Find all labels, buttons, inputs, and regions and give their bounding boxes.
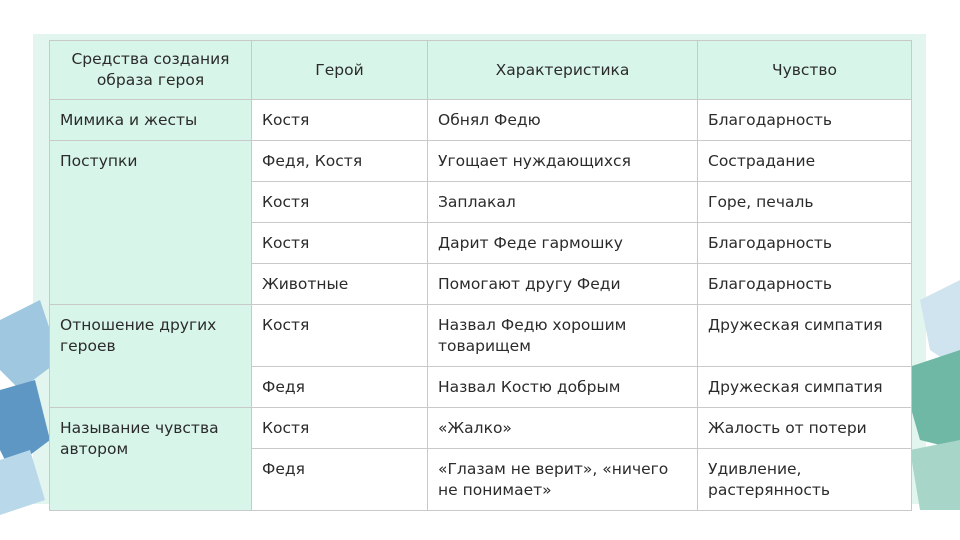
characteristic-cell: «Глазам не верит», «ничего не понимает» <box>428 449 698 511</box>
characteristic-cell: Дарит Феде гармошку <box>428 223 698 264</box>
characteristic-cell: Угощает нуждающихся <box>428 141 698 182</box>
hero-image-table <box>49 40 912 511</box>
hero-cell: Костя <box>252 182 428 223</box>
characteristic-cell: Заплакал <box>428 182 698 223</box>
feeling-cell: Благодарность <box>698 223 912 264</box>
group-label-author-naming: Называние чувства автором <box>50 408 252 511</box>
feeling-cell: Горе, печаль <box>698 182 912 223</box>
group-label-actions: Поступки <box>50 141 252 305</box>
characteristic-cell: Обнял Федю <box>428 100 698 141</box>
table-row <box>50 305 912 367</box>
hero-cell: Федя <box>252 367 428 408</box>
characteristic-cell: Помогают другу Феди <box>428 264 698 305</box>
group-label-mimicry: Мимика и жесты <box>50 100 252 141</box>
table-row <box>50 100 912 141</box>
hero-cell: Костя <box>252 305 428 367</box>
table-row <box>50 408 912 449</box>
feeling-cell: Удивление, растерянность <box>698 449 912 511</box>
group-label-attitude: Отношение других героев <box>50 305 252 408</box>
hero-cell: Федя <box>252 449 428 511</box>
feeling-cell: Сострадание <box>698 141 912 182</box>
table-row <box>50 141 912 182</box>
column-header-feeling: Чувство <box>698 41 912 100</box>
characteristic-cell: «Жалко» <box>428 408 698 449</box>
hero-cell: Животные <box>252 264 428 305</box>
table-header-row <box>50 41 912 100</box>
feeling-cell: Благодарность <box>698 100 912 141</box>
hero-cell: Федя, Костя <box>252 141 428 182</box>
column-header-characteristic: Характеристика <box>428 41 698 100</box>
hero-cell: Костя <box>252 223 428 264</box>
characteristic-cell: Назвал Федю хорошим товарищем <box>428 305 698 367</box>
column-header-means: Средства создания образа героя <box>50 41 252 100</box>
column-header-hero: Герой <box>252 41 428 100</box>
characteristic-cell: Назвал Костю добрым <box>428 367 698 408</box>
feeling-cell: Жалость от потери <box>698 408 912 449</box>
hero-cell: Костя <box>252 408 428 449</box>
feeling-cell: Благодарность <box>698 264 912 305</box>
hero-cell: Костя <box>252 100 428 141</box>
feeling-cell: Дружеская симпатия <box>698 305 912 367</box>
feeling-cell: Дружеская симпатия <box>698 367 912 408</box>
